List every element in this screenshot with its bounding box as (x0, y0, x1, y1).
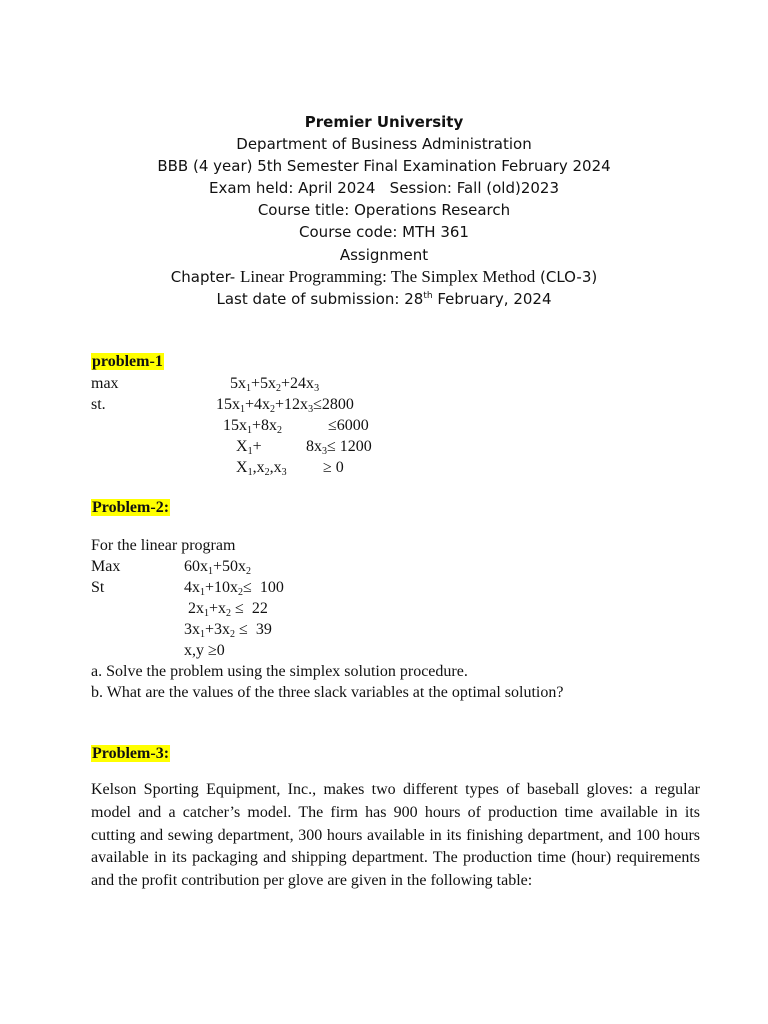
problem2-max-label: Max (91, 558, 121, 575)
problem2-constraint-2: $2x_1+x_2 \le 22$ (188, 600, 268, 619)
problem1-objective: $5x_1+5x_2+24x_3$ (230, 375, 320, 394)
deadline-prefix: Last date of submission: 28 (216, 289, 424, 308)
problem1-constraint-3: $X_1+$ (236, 438, 262, 457)
problem2-st-label: St (91, 579, 105, 596)
problem2-part-b: b. What are the values of the three slack variables at the optimal solution? (91, 684, 564, 701)
submission-deadline (0, 288, 768, 310)
assignment-label: Assignment (339, 245, 429, 264)
course-code: Course code: MTH 361 (299, 223, 469, 242)
university-name: Premier University (304, 113, 464, 131)
document-header (0, 111, 768, 310)
chapter-title: Linear Programming: The Simplex Method (239, 266, 536, 286)
problem2-constraint-1: $4x_1+10x_2\le 100$ (184, 579, 284, 598)
exam-held: Exam held: April 2024 Session: Fall (old)2023 (208, 179, 560, 198)
exam-title: BBB (4 year) 5th Semester Final Examination February 2024 (157, 157, 611, 176)
problem1-nonnegativity-rhs: ≥ 0 (323, 459, 344, 476)
problem1-constraint-3-rhs: $8x_3\le 1200$ (306, 438, 372, 457)
problem2-constraint-3: $3x_1+3x_2 \le 39$ (184, 621, 272, 640)
problem1-constraint-2: $15x_1+8x_2$ (223, 417, 283, 436)
problem2-objective: $60x_1+50x_2$ (184, 558, 252, 577)
problem1-max-label: max (91, 375, 119, 392)
problem2-heading: Problem-2: (92, 499, 170, 516)
problem1-constraint-2-rhs: ≤6000 (328, 417, 369, 434)
deadline-suffix: February, 2024 (432, 289, 552, 308)
problem2-intro: For the linear program (91, 537, 236, 554)
course-title: Course title: Operations Research (257, 201, 511, 220)
problem2-nonnegativity: x,y ≥0 (184, 642, 225, 659)
chapter-prefix: Chapter- (170, 267, 236, 286)
problem3-text: Kelson Sporting Equipment, Inc., makes two different types of baseball gloves: a regular model and a catcher’s model. The firm has 900 hours of production time available in its cutting and sewing department, 300 hours available in its finishing department, and 100 hours available in its packaging and shipping department. The production time (hour) requirements and the profit contribution per glove are given in the following table: (91, 781, 700, 890)
problem1-st-label: st. (91, 396, 106, 413)
chapter-clo: (CLO-3) (540, 267, 598, 286)
deadline-sup: th (423, 290, 433, 301)
problem3-heading: Problem-3: (92, 745, 170, 762)
problem1-constraint-1: $15x_1+4x_2+12x_3\le 2800$ (216, 396, 354, 415)
chapter-line (0, 266, 768, 288)
problem2-part-a: a. Solve the problem using the simplex solution procedure. (91, 663, 468, 680)
department-name: Department of Business Administration (236, 135, 532, 154)
problem1-heading: problem-1 (92, 353, 163, 370)
problem1-nonnegativity: $X_1,x_2,x_3$ (236, 459, 287, 478)
